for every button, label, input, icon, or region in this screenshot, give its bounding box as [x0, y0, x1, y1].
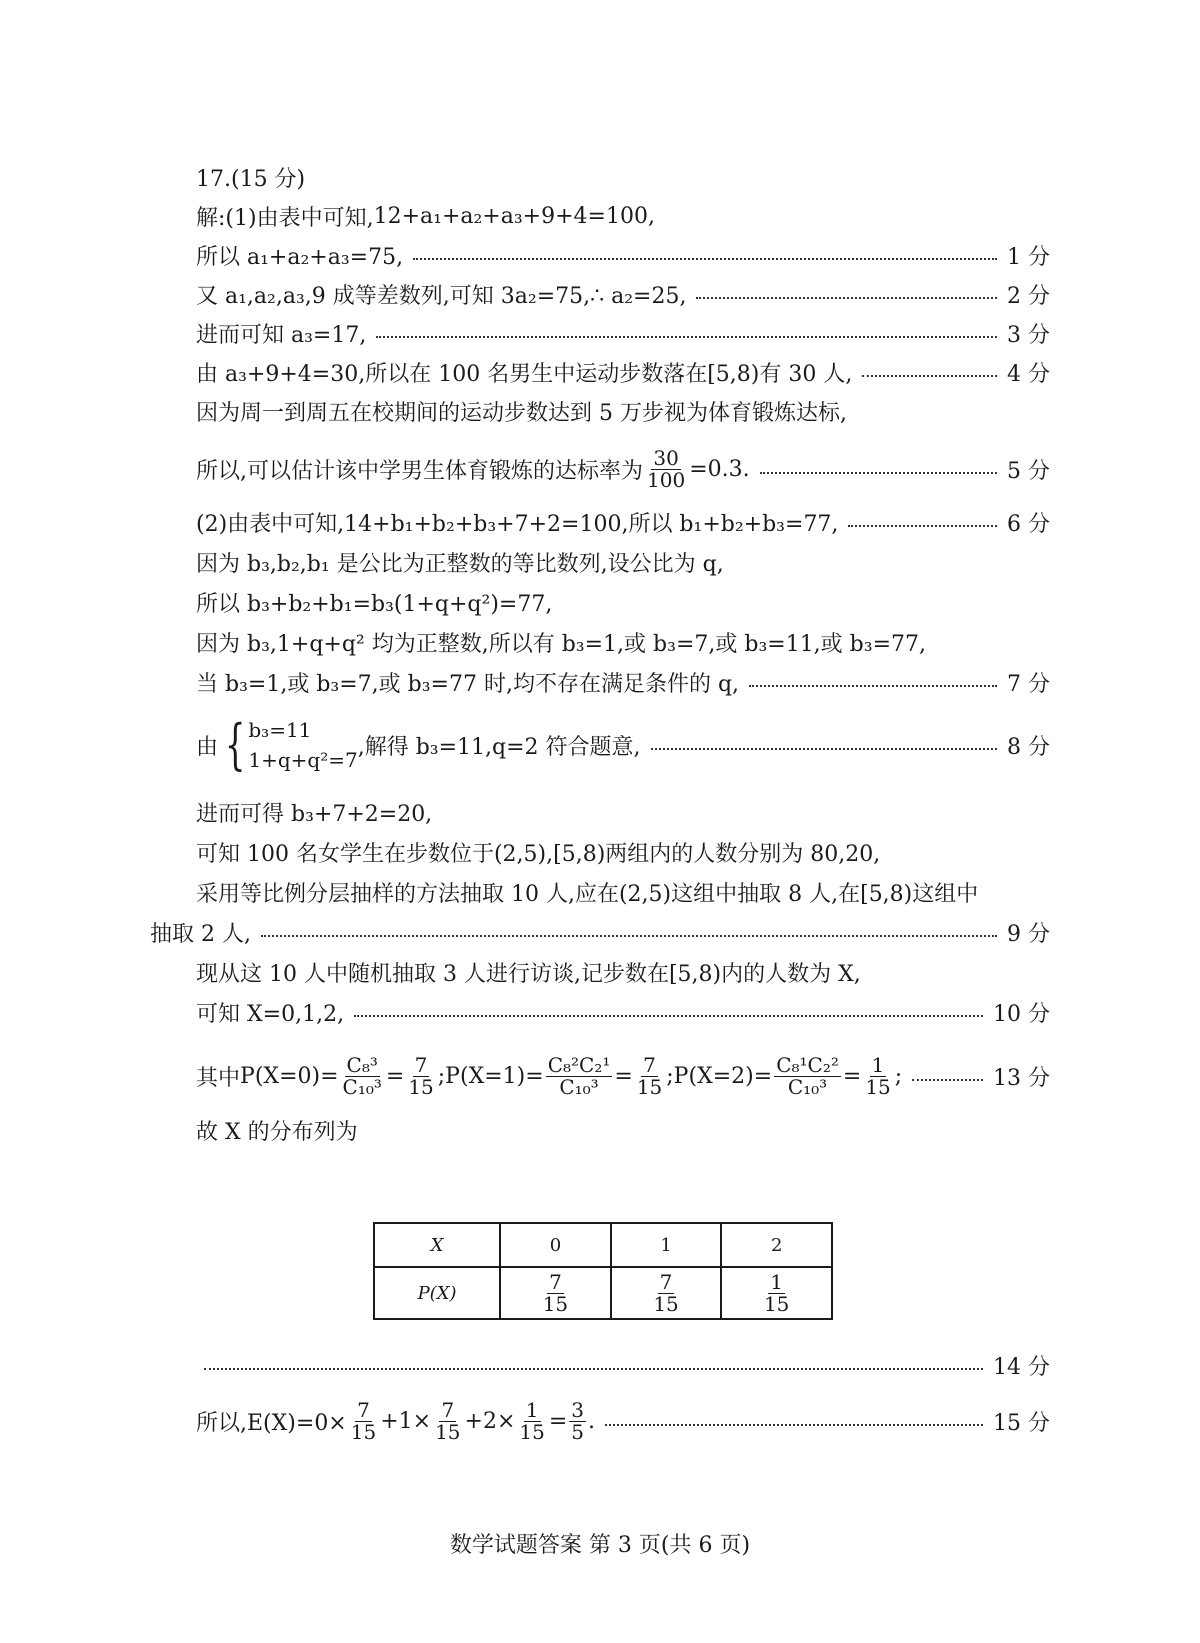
table-cell: 1	[611, 1223, 722, 1267]
step-line: 所以,可以估计该中学男生体育锻炼的达标率为 $\frac{30}{100}$ =0.3. 5 分	[196, 445, 1050, 492]
fraction: $\frac{\text{C₈²C₂¹}}{\text{C₁₀³}}$	[547, 1052, 611, 1099]
table-cell: $\frac{1}{15}$	[721, 1267, 832, 1319]
text-line: 所以 b₃+b₂+b₁=b₃(1+q+q²)=77,	[196, 591, 553, 617]
fraction: $\frac{1}{15}$	[519, 1397, 545, 1444]
score-label: 8 分	[1007, 734, 1050, 760]
step-line: 进而可知 a₃=17, 3 分	[196, 316, 1050, 350]
table-cell: X	[374, 1223, 500, 1267]
dot-leader	[413, 258, 997, 260]
dot-leader	[204, 1368, 983, 1370]
dot-leader	[261, 935, 997, 937]
text-line: 可知 100 名女学生在步数位于(2,5),[5,8)两组内的人数分别为 80,20,	[196, 841, 881, 867]
step-line: 抽取 2 人, 9 分	[150, 915, 1050, 949]
page-footer: 数学试题答案 第 3 页(共 6 页)	[449, 1533, 751, 1558]
text-line: 故 X 的分布列为	[196, 1119, 358, 1145]
score-label: 6 分	[1007, 511, 1050, 537]
step-line: 又 a₁,a₂,a₃,9 成等差数列,可知 3a₂=75,∴ a₂=25, 2 分	[196, 277, 1050, 311]
table-cell: P(X)	[374, 1267, 500, 1319]
score-label: 2 分	[1007, 283, 1050, 309]
table-row	[374, 1267, 832, 1319]
text-line: 现从这 10 人中随机抽取 3 人进行访谈,记步数在[5,8)内的人数为 X,	[196, 961, 861, 987]
fraction: $\frac{30}{100}$	[647, 445, 686, 492]
step-line: 由 a₃+9+4=30,所以在 100 名男生中运动步数落在[5,8)有 30 人, 4 分	[196, 355, 1050, 389]
score-label: 7 分	[1007, 671, 1050, 697]
step-line: 其中 P(X=0)= $\frac{\text{C₈³}}{\text{C₁₀³}}$ = $\frac{7}{15}$ ;P(X=1)= $\frac{\text{C₈²C₂¹}}{\text{C₁₀³}}$ = $\frac{7}{15}$ ;P(X=2)= $\frac{\text{C₈¹C₂²}}{\text{C₁₀³}}$ = $\frac{1}{15}$ ; 13 分	[196, 1052, 1050, 1099]
score-label: 15 分	[993, 1410, 1050, 1436]
score-label: 9 分	[1007, 921, 1050, 947]
score-label: 5 分	[1007, 458, 1050, 484]
score-label: 13 分	[993, 1065, 1050, 1091]
table-cell: 0	[500, 1223, 611, 1267]
dot-leader	[848, 525, 997, 527]
text-line: 采用等比例分层抽样的方法抽取 10 人,应在(2,5)这组中抽取 8 人,在[5,8)这组中	[196, 881, 979, 907]
score-label: 4 分	[1007, 361, 1050, 387]
dot-leader	[376, 336, 997, 338]
step-line: 由 { b₃=11 1+q+q²=7 ,解得 b₃=11,q=2 符合题意, 8 分	[196, 713, 1050, 776]
fraction: $\frac{7}{15}$	[636, 1052, 663, 1099]
table-cell: $\frac{7}{15}$	[500, 1267, 611, 1319]
problem-heading: 17.(15 分)	[196, 166, 306, 192]
text-line: 因为 b₃,1+q+q² 均为正整数,所以有 b₃=1,或 b₃=7,或 b₃=11,或 b₃=77,	[196, 631, 926, 657]
score-label: 3 分	[1007, 322, 1050, 348]
dot-leader	[912, 1079, 983, 1081]
distribution-table	[373, 1222, 833, 1320]
dot-leader	[696, 297, 997, 299]
step-line: 所以,E(X)=0× $\frac{7}{15}$ +1× $\frac{7}{15}$ +2× $\frac{1}{15}$ = $\frac{3}{5}$ . 15 分	[196, 1397, 1050, 1444]
score-label: 1 分	[1007, 244, 1050, 270]
solution-intro: 解:(1)由表中可知, 12+a₁+a₂+a₃+9+4=100,	[196, 203, 655, 231]
text-line: 进而可得 b₃+7+2=20,	[196, 801, 433, 827]
fraction: $\frac{\text{C₈³}}{\text{C₁₀³}}$	[342, 1052, 382, 1099]
fraction: $\frac{7}{15}$	[350, 1397, 377, 1444]
score-label: 10 分	[993, 1001, 1050, 1027]
fraction: $\frac{1}{15}$	[865, 1052, 891, 1099]
text-line: 因为周一到周五在校期间的运动步数达到 5 万步视为体育锻炼达标,	[196, 400, 847, 426]
table-cell: $\frac{7}{15}$	[611, 1267, 722, 1319]
step-line: 当 b₃=1,或 b₃=7,或 b₃=77 时,均不存在满足条件的 q, 7 分	[196, 665, 1050, 699]
dot-leader	[862, 375, 997, 377]
dot-leader	[749, 685, 997, 687]
fraction: $\frac{3}{5}$	[571, 1397, 585, 1444]
dot-leader	[605, 1424, 983, 1426]
table-cell: 2	[721, 1223, 832, 1267]
dot-leader	[760, 472, 997, 474]
fraction: $\frac{7}{15}$	[435, 1397, 461, 1444]
score-label: 14 分	[993, 1354, 1050, 1380]
step-line: 可知 X=0,1,2, 10 分	[196, 995, 1050, 1029]
step-line: (2)由表中可知,14+b₁+b₂+b₃+7+2=100,所以 b₁+b₂+b₃=77, 6 分	[196, 505, 1050, 539]
step-line	[204, 1348, 1050, 1382]
equation-system: b₃=11 1+q+q²=7	[248, 718, 358, 772]
fraction: $\frac{7}{15}$	[408, 1052, 434, 1099]
text-line: 因为 b₃,b₂,b₁ 是公比为正整数的等比数列,设公比为 q,	[196, 551, 724, 577]
left-brace: {	[224, 713, 246, 776]
step-line: 所以 a₁+a₂+a₃=75, 1 分	[196, 238, 1050, 272]
table-header-row	[374, 1223, 832, 1267]
dot-leader	[651, 748, 997, 750]
fraction: $\frac{\text{C₈¹C₂²}}{\text{C₁₀³}}$	[776, 1052, 839, 1099]
dot-leader	[354, 1015, 983, 1017]
